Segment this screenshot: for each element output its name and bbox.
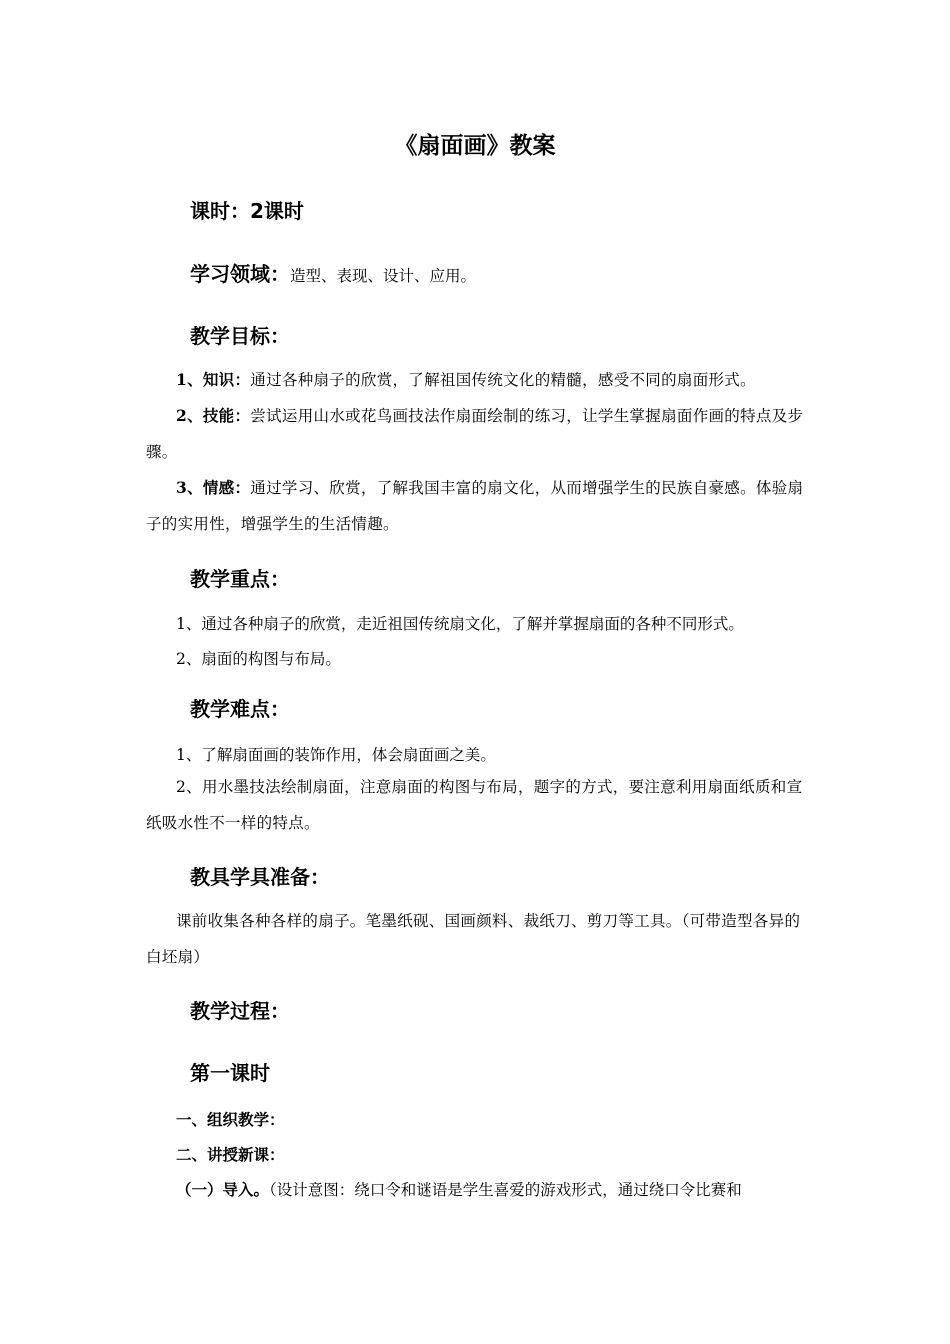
objective-text: 通过学习、欣赏，了解我国丰富的扇文化，从而增强学生的民族自豪感。体验扇子的实用性，增强学生的生活情趣。 — [146, 479, 804, 533]
key-point-item: 2、扇面的构图与布局。 — [176, 650, 341, 668]
objective-item — [146, 470, 808, 542]
step-new-lesson: 二、讲授新课： — [176, 1145, 285, 1164]
key-points-heading: 教学重点： — [190, 567, 290, 591]
objective-text: 尝试运用山水或花鸟画技法作扇面绘制的练习，让学生掌握扇面作画的特点及步骤。 — [146, 407, 804, 461]
intro-text: （设计意图：绕口令和谜语是学生喜爱的游戏形式，通过绕口令比赛和 — [269, 1181, 742, 1199]
lesson-heading: 第一课时 — [190, 1061, 270, 1085]
objective-item — [146, 362, 808, 398]
objectives-heading: 教学目标： — [190, 324, 290, 348]
difficulty-item: 1、了解扇面画的装饰作用，体会扇面画之美。 — [176, 746, 496, 764]
class-hours-label: 课时： — [190, 199, 250, 223]
intro-lead: （一）导入。 — [176, 1180, 270, 1199]
learning-domain-label: 学习领域： — [190, 262, 290, 286]
document-title: 《扇面画》教案 — [394, 132, 556, 159]
objective-item — [146, 398, 808, 470]
intro-line — [176, 1178, 742, 1200]
objective-lead: 3、情感： — [176, 478, 251, 497]
key-point-item: 1、通过各种扇子的欣赏，走近祖国传统扇文化，了解并掌握扇面的各种不同形式。 — [176, 615, 744, 633]
objective-lead: 2、技能： — [176, 406, 251, 425]
difficulty-item: 2、用水墨技法绘制扇面，注意扇面的构图与布局，题字的方式，要注意利用扇面纸质和宣纸吸水性不一样的特点。 — [146, 778, 803, 832]
class-hours — [190, 195, 304, 224]
step-organize: 一、组织教学： — [176, 1110, 285, 1129]
learning-domain-value: 造型、表现、设计、应用。 — [290, 267, 477, 285]
process-heading: 教学过程： — [190, 999, 290, 1023]
difficulties-heading: 教学难点： — [190, 697, 290, 721]
materials-heading: 教具学具准备： — [190, 865, 330, 889]
objective-lead: 1、知识： — [176, 370, 251, 389]
learning-domain — [190, 258, 476, 287]
objective-text: 通过各种扇子的欣赏，了解祖国传统文化的精髓，感受不同的扇面形式。 — [250, 371, 756, 389]
class-hours-value: 2课时 — [250, 199, 304, 223]
materials-text: 课前收集各种各样的扇子。笔墨纸砚、国画颜料、裁纸刀、剪刀等工具。（可带造型各异的白坯扇） — [146, 912, 801, 966]
